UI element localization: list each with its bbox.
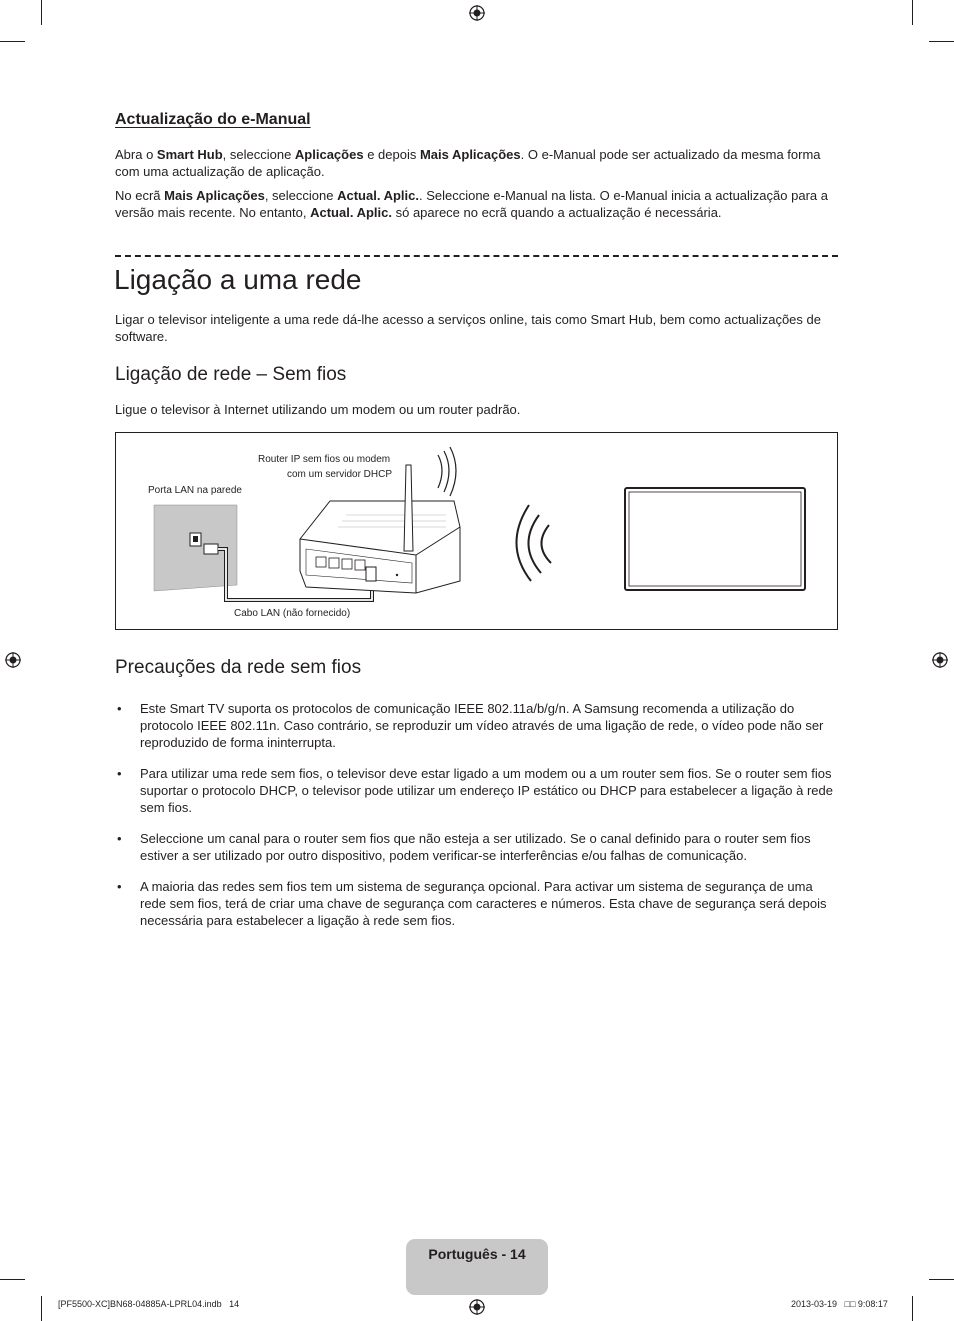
print-slug-left: [PF5500-XC]BN68-04885A-LPRL04.indb 14 <box>58 1299 240 1309</box>
emanual-update-paragraph-2: No ecrã Mais Aplicações, seleccione Actual. Aplic.. Seleccione e-Manual na lista. O e-Manual inicia a actualização para a versão mais recente. No entanto, Actual. Aplic. só aparece no ecrã quando a actualização é necessária. <box>115 188 828 220</box>
router-label-line-2: com um servidor DHCP <box>287 469 393 480</box>
lan-plug-icon <box>204 544 218 554</box>
section-title-emanual-update: Actualização do e-Manual <box>115 111 311 128</box>
router-icon <box>300 501 460 593</box>
bullet-icon: • <box>117 766 122 781</box>
wifi-signal-icon <box>516 505 551 581</box>
crop-mark <box>929 41 954 42</box>
list-item: • Seleccione um canal para o router sem fios que não esteja a ser utilizado. Se o canal definido para o router sem fios estiver a ser utilizado por outro dispositivo, podem verificar-se interferências e/ou falhas de comunicação. <box>117 831 811 863</box>
registration-mark-icon <box>469 1299 485 1315</box>
page-title: Ligação a uma rede <box>114 264 362 295</box>
crop-mark <box>41 0 42 25</box>
antenna-icon <box>404 465 413 551</box>
network-diagram-illustration <box>116 433 837 629</box>
registration-mark-icon <box>5 652 21 668</box>
list-item: • Para utilizar uma rede sem fios, o televisor deve estar ligado a um modem ou a um router sem fios. Se o router sem fios suportar o protocolo DHCP, o televisor pode utilizar um endereço IP estático ou DHCP para estabelecer a ligação à rede sem fios. <box>117 766 833 815</box>
bullet-icon: • <box>117 701 122 716</box>
wireless-paragraph: Ligue o televisor à Internet utilizando um modem ou um router padrão. <box>115 402 521 417</box>
cable-label: Cabo LAN (não fornecido) <box>234 608 351 619</box>
router-label-line-1: Router IP sem fios ou modem <box>258 454 391 465</box>
wall-port-label: Porta LAN na parede <box>148 485 242 496</box>
page-number-label: Português - 14 <box>428 1246 526 1262</box>
crop-mark <box>0 1279 25 1280</box>
subsection-title-precautions: Precauções da rede sem fios <box>115 657 362 678</box>
intro-paragraph: Ligar o televisor inteligente a uma rede dá-lhe acesso a serviços online, tais como Smart Hub, bem como actualizações de software. <box>115 312 821 344</box>
print-slug-right: 2013-03-19 □□ 9:08:17 <box>791 1299 888 1309</box>
registration-mark-icon <box>932 652 948 668</box>
list-item: • A maioria das redes sem fios tem um sistema de segurança opcional. Para activar um sistema de segurança de uma rede sem fios, terá de criar uma chave de segurança com caracteres e números. Esta chave de segurança será depois necessária para estabelecer a ligação à rede sem fios. <box>117 879 827 928</box>
crop-mark <box>912 0 913 25</box>
network-diagram <box>115 432 838 630</box>
tv-icon <box>625 488 805 590</box>
crop-mark <box>0 41 25 42</box>
wifi-signal-icon <box>438 447 456 496</box>
precautions-list <box>115 700 840 943</box>
crop-mark <box>912 1296 913 1321</box>
bullet-icon: • <box>117 831 122 846</box>
crop-mark <box>929 1279 954 1280</box>
subsection-title-wireless: Ligação de rede – Sem fios <box>115 364 347 385</box>
bullet-icon: • <box>117 879 122 894</box>
dashed-divider <box>115 255 838 257</box>
crop-mark <box>41 1296 42 1321</box>
emanual-update-paragraph-1: Abra o Smart Hub, seleccione Aplicações e depois Mais Aplicações. O e-Manual pode ser actualizado da mesma forma com uma actualização de aplicação. <box>115 147 821 179</box>
registration-mark-icon <box>469 5 485 21</box>
list-item: • Este Smart TV suporta os protocolos de comunicação IEEE 802.11a/b/g/n. A Samsung recomenda a utilização do protocolo IEEE 802.11n. Caso contrário, se reproduzir um vídeo através de uma ligação de rede, o vídeo pode não ser reproduzido de forma ininterrupta. <box>117 701 824 750</box>
